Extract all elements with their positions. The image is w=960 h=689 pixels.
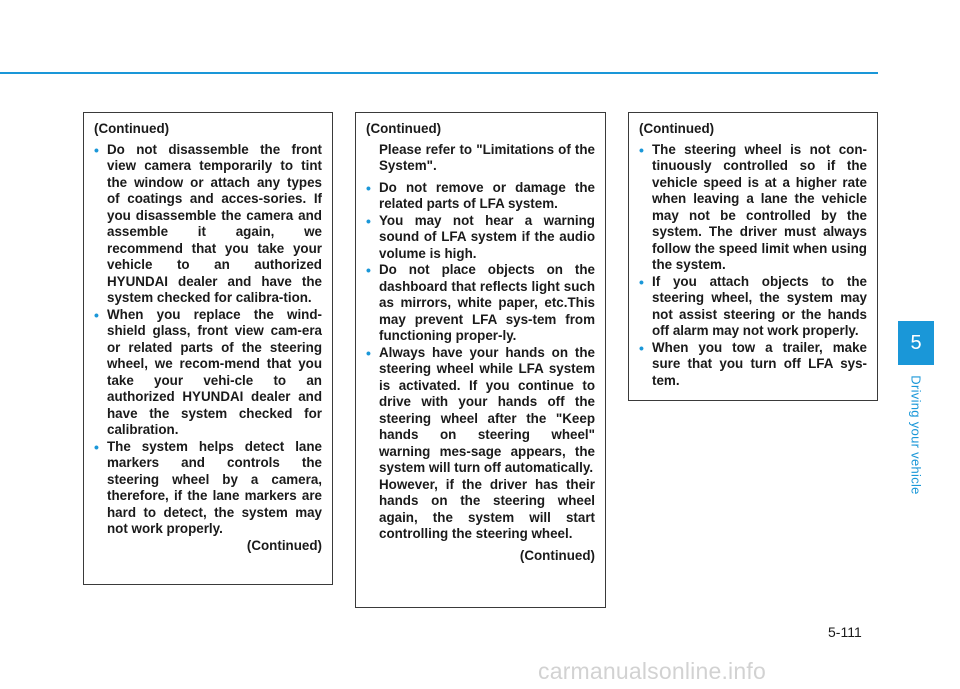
bullet-text: If you attach objects to the steering wheel, the system may not assist steering or the hands off alarm may not work properly. <box>652 273 867 338</box>
continued-header: (Continued) <box>94 121 170 136</box>
bullet-icon: • <box>94 438 99 455</box>
bullet-icon: • <box>366 179 371 196</box>
bullet-item <box>94 142 322 307</box>
watermark: carmanualsonline.info <box>538 658 766 684</box>
bullet-item <box>366 213 595 263</box>
bullet-text: The steering wheel is not con-tinuously controlled so if the vehicle speed is at a higher rate when leaving a lane the vehicle may not be controlled by the system. The driver must always follow the speed limit when using the system. <box>652 141 867 272</box>
header-rule <box>0 72 878 74</box>
bullet-text: When you replace the wind-shield glass, front view cam-era or related parts of the steering wheel, we recom-mend that you take your vehi-cle to an authorized HYUNDAI dealer and have the system checked for calibration. <box>107 306 322 437</box>
bullet-item <box>639 142 867 274</box>
bullet-icon: • <box>639 339 644 356</box>
bullet-item <box>94 307 322 439</box>
caution-box-3 <box>628 112 878 401</box>
bullet-text: Always have your hands on the steering wheel while LFA system is activated. If you continue to drive with your hands off the steering wheel after the "Keep hands on steering wheel" warning mes-sage appears, the system will turn off automatically. <box>379 344 595 475</box>
bullet-text: Do not disassemble the front view camera temporarily to tint the window or attach any types of coatings and acces-sories. If you disassemble the camera and assemble it again, we recommend that you take your vehicle to an authorized HYUNDAI dealer and have the system checked for calibra-tion. <box>107 141 322 305</box>
trailing-paragraph: However, if the driver has their hands on the steering wheel again, the system will start controlling the steering wheel. <box>379 476 595 541</box>
bullet-item <box>366 262 595 345</box>
bullet-icon: • <box>639 141 644 158</box>
caution-box-2 <box>355 112 606 608</box>
bullet-text: You may not hear a warning sound of LFA system if the audio volume is high. <box>379 212 595 261</box>
continued-header: (Continued) <box>639 121 715 136</box>
continued-footer: (Continued) <box>519 547 595 563</box>
bullet-text: Do not remove or damage the related parts of LFA system. <box>379 179 595 211</box>
bullet-icon: • <box>94 306 99 323</box>
bullet-text: Do not place objects on the dashboard that reflects light such as mirrors, white paper, etc.This may prevent LFA sys-tem from functioning proper-ly. <box>379 262 595 343</box>
caution-box-1 <box>83 112 333 585</box>
bullet-text: When you tow a trailer, make sure that you turn off LFA sys-tem. <box>652 339 867 388</box>
continued-footer: (Continued) <box>246 537 322 553</box>
bullet-icon: • <box>366 212 371 229</box>
bullet-icon: • <box>639 273 644 290</box>
bullet-icon: • <box>366 344 371 361</box>
page-number: 5-111 <box>828 624 862 640</box>
chapter-tab: 5 <box>898 321 934 365</box>
bullet-item <box>366 345 595 477</box>
bullet-item <box>94 439 322 538</box>
bullet-text: The system helps detect lane markers and controls the steering wheel by a camera, therefore, if the lane markers are hard to detect, the system may not work properly. <box>107 438 322 536</box>
bullet-icon: • <box>94 141 99 158</box>
bullet-icon: • <box>366 262 371 278</box>
bullet-item <box>366 180 595 213</box>
bullet-item <box>639 274 867 340</box>
continued-header: (Continued) <box>366 121 442 136</box>
chapter-title: Driving your vehicle <box>908 375 924 495</box>
lead-paragraph: Please refer to "Limitations of the System". <box>379 141 595 173</box>
bullet-item <box>639 340 867 390</box>
